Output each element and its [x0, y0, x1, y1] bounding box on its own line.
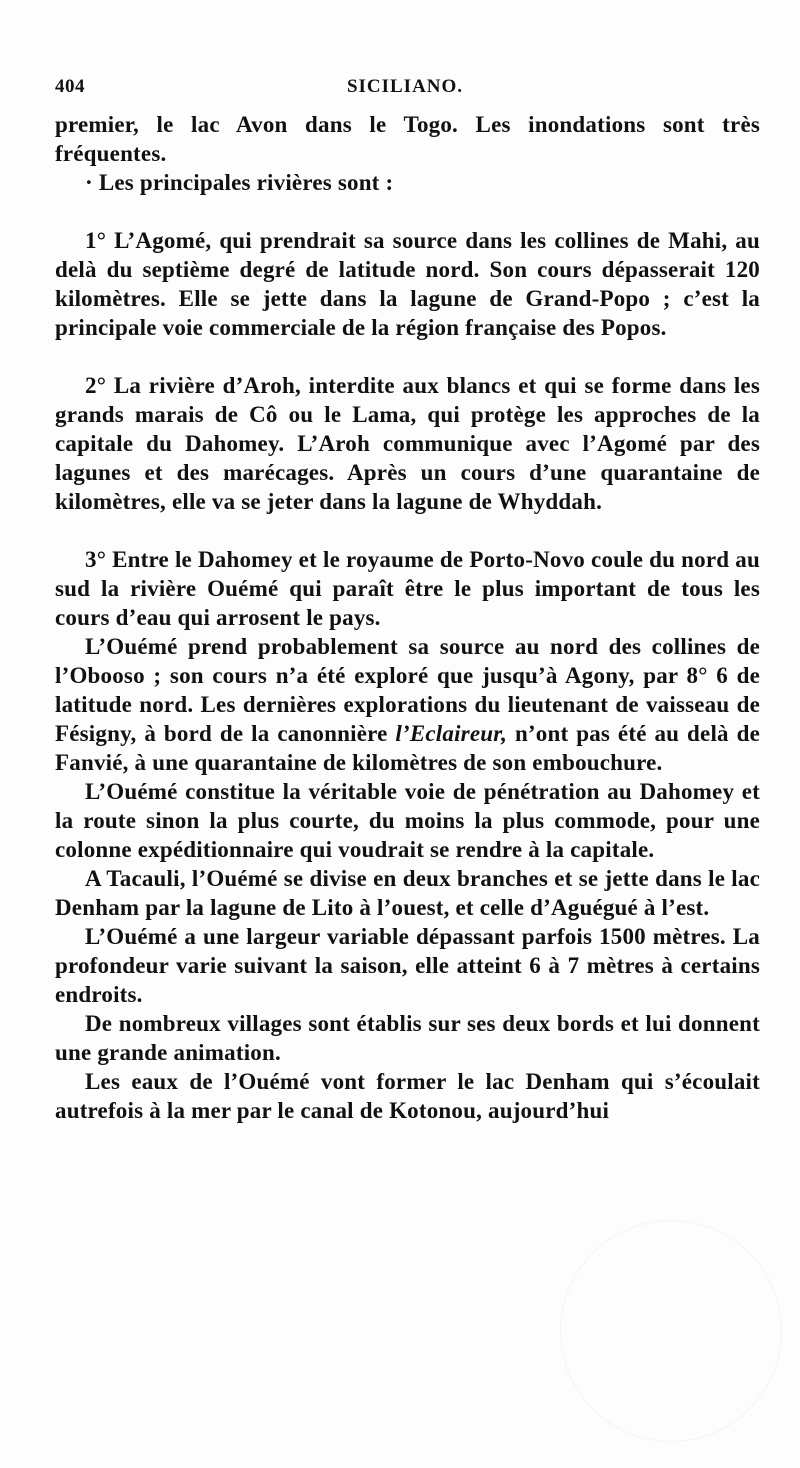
paragraph-continuation: premier, le lac Avon dans le Togo. Les inondations sont très fréquentes.: [55, 112, 760, 166]
paragraph-oueme-route: L’Ouémé constitue la véritable voie de pénétration au Dahomey et la route sinon la plus courte, du moins la plus commode, pour une colonne expéditionnaire qui voudrait se rendre à la capitale.: [55, 779, 760, 862]
oueme-source-text: L’Ouémé prend probablement sa source au nord des collines de l’Obooso ; son cours n’a été exploré que jusqu’à Agony, par 8° 6 de latitude nord. Les dernières explorations du lieutenant de vaisseau de Fésigny, à bord de la canonnière: [55, 634, 760, 746]
running-head: SICILIANO.: [346, 76, 464, 97]
bleed-through-mark: [560, 1220, 782, 1442]
paragraph-tacauli: A Tacauli, l’Ouémé se divise en deux branches et se jette dans le lac Denham par la lagune de Lito à l’ouest, et celle d’Aguégué à l’est.: [55, 866, 760, 920]
page-header: [55, 76, 755, 100]
paragraph-width: L’Ouémé a une largeur variable dépassant parfois 1500 mètres. La profondeur varie suivant la saison, elle atteint 6 à 7 mètres à certains endroits.: [55, 924, 760, 1007]
paragraph-villages: De nombreux villages sont établis sur ses deux bords et lui donnent une grande animation.: [55, 1011, 760, 1065]
paragraph-oueme-intro: 3° Entre le Dahomey et le royaume de Porto-Novo coule du nord au sud la rivière Ouémé qui paraît être le plus important de tous les cours d’eau qui arrosent le pays.: [55, 547, 760, 630]
paragraph-aroh: 2° La rivière d’Aroh, interdite aux blancs et qui se forme dans les grands marais de Cô ou le Lama, qui protège les approches de la capitale du Dahomey. L’Aroh communique avec l’Agomé par des lagunes et des marécages. Après un cours d’une quarantaine de kilomètres, elle va se jeter dans la lagune de Whyddah.: [55, 373, 760, 514]
oueme-source-end: n’ont pas été au delà de Fanvié, à une quarantaine de kilomètres de son embouchure.: [55, 721, 761, 775]
paragraph-rivers-intro: · Les principales rivières sont :: [85, 170, 394, 195]
ship-name: l’Eclaireur,: [395, 721, 508, 746]
paragraph-agome: 1° L’Agomé, qui prendrait sa source dans les collines de Mahi, au delà du septième degré de latitude nord. Son cours dépasserait 120 kilomètres. Elle se jette dans la lagune de Grand-Popo ; c’est la principale voie commerciale de la région française des Popos.: [55, 228, 760, 340]
body-text: [55, 110, 760, 1125]
paragraph-denham: Les eaux de l’Ouémé vont former le lac Denham qui s’écoulait autrefois à la mer par le canal de Kotonou, aujourd’hui: [55, 1069, 760, 1123]
page-number: 404: [55, 76, 85, 97]
paragraph-oueme-source: [55, 632, 760, 777]
